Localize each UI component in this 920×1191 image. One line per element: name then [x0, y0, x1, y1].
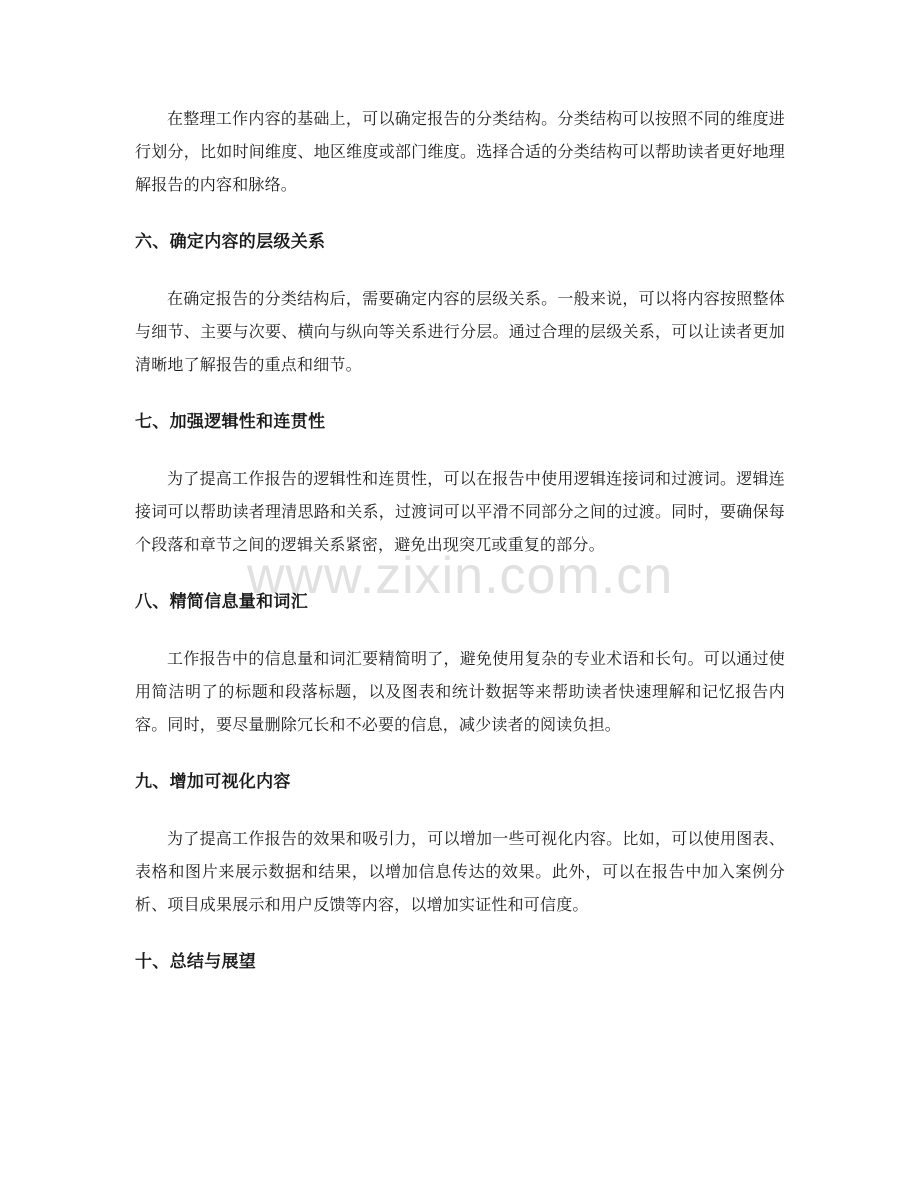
paragraph-section-6: 在确定报告的分类结构后，需要确定内容的层级关系。一般来说，可以将内容按照整体与细节、主要与次要、横向与纵向等关系进行分层。通过合理的层级关系，可以让读者更加清晰地了解报告的重点和细节。 — [135, 289, 785, 374]
document-body — [135, 102, 785, 979]
heading-section-6: 六、确定内容的层级关系 — [135, 232, 326, 252]
paragraph-section-9: 为了提高工作报告的效果和吸引力，可以增加一些可视化内容。比如，可以使用图表、表格和图片来展示数据和结果，以增加信息传达的效果。此外，可以在报告中加入案例分析、项目成果展示和用户反馈等内容，以增加实证性和可信度。 — [135, 829, 785, 914]
heading-section-9: 九、增加可视化内容 — [135, 772, 291, 792]
watermark: www.zixin.com.cn — [246, 547, 674, 605]
heading-section-8: 八、精简信息量和词汇 — [135, 592, 308, 612]
heading-section-7: 七、加强逻辑性和连贯性 — [135, 412, 326, 432]
paragraph-section-8: 工作报告中的信息量和词汇要精简明了，避免使用复杂的专业术语和长句。可以通过使用简洁明了的标题和段落标题，以及图表和统计数据等来帮助读者快速理解和记忆报告内容。同时，要尽量删除冗长和不必要的信息，减少读者的阅读负担。 — [135, 649, 785, 734]
paragraph-section-7: 为了提高工作报告的逻辑性和连贯性，可以在报告中使用逻辑连接词和过渡词。逻辑连接词可以帮助读者理清思路和关系，过渡词可以平滑不同部分之间的过渡。同时，要确保每个段落和章节之间的逻辑关系紧密，避免出现突兀或重复的部分。 — [135, 469, 785, 554]
paragraph-classification-structure: 在整理工作内容的基础上，可以确定报告的分类结构。分类结构可以按照不同的维度进行划分，比如时间维度、地区维度或部门维度。选择合适的分类结构可以帮助读者更好地理解报告的内容和脉络。 — [135, 109, 785, 194]
heading-section-10: 十、总结与展望 — [135, 952, 257, 972]
